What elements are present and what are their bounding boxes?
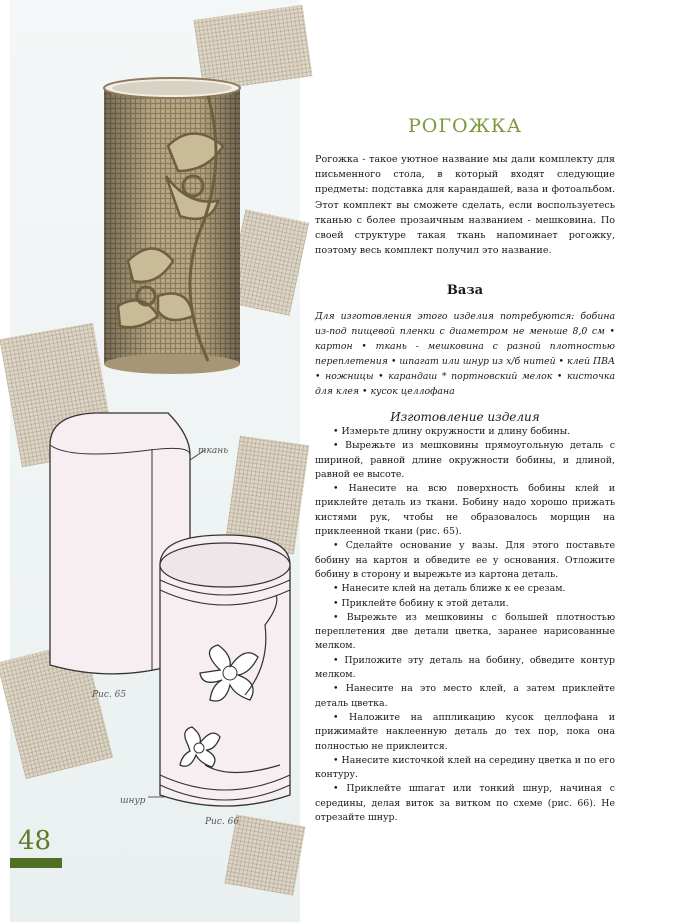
vase-photo [98, 76, 246, 376]
label-fabric: ткань [198, 446, 229, 456]
instruction-step: • Сделайте основание у вазы. Для этого поставьте бобину на картон и обведите ее у основания. Отложите бобину в сторону и вырежьте из картона деталь. [315, 540, 615, 580]
instruction-step: • Нанесите кисточкой клей на середину цветка и по его контуру. [315, 754, 615, 781]
figure-66-caption: Рис. 66 [205, 817, 240, 827]
section-heading-vase: Ваза [446, 283, 484, 298]
instruction-step: • Приклейте шпагат или тонкий шнур, начиная с середины, делая виток за витком по схеме (рис. 66). Не отрезайте шнур. [315, 783, 615, 824]
assembly-drawings [40, 405, 300, 845]
page-number: 48 [18, 826, 52, 856]
label-twine: шнур [120, 796, 146, 806]
instruction-step: • Нанесите на всю поверхность бобины клей и приклейте деталь из ткани. Бобину надо хорошо прижать кистями рук, чтобы не образовалось морщин на приклеенной ткани (рис. 65). [315, 483, 615, 538]
instruction-step: • Вырежьте из мешковины прямоугольную деталь с шириной, равной длине окружности бобины, и длиной, равной ее высоте. [315, 440, 615, 480]
instruction-step: • Приложите эту деталь на бобину, обведите контур мелком. [315, 654, 615, 681]
materials-list: Для изготовления этого изделия потребуются: бобина из-под пищевой пленки с диаметром не меньше 8,0 см • картон • ткань - мешковина с разной плотностью переплетения • шпагат или шнур из х/б нитей • клей ПВА • ножницы • карандаш * портновский мелок • кисточка для клея • кусок целлофана [315, 311, 615, 397]
instruction-step: • Нанесите на это место клей, а затем приклейте деталь цветка. [315, 683, 615, 709]
intro-paragraph: Рогожка - такое уютное название мы дали комплекту для письменного стола, в который входят следующие предметы: подставка для карандашей, ваза и фотоальбом. Этот комплект вы сможете сделать, если воспользуетесь тканью с более прозаичным названием - мешковина. По своей структуре такая ткань напоминает рогожку, поэтому весь комплект получил это название. [315, 154, 615, 257]
instruction-step: • Нанесите клей на деталь ближе к ее срезам. [333, 583, 566, 595]
instruction-step: • Наложите на аппликацию кусок целлофана и прижимайте наклеенную деталь до тех пор, пока она полностью не приклеится. [315, 711, 615, 752]
instruction-step: • Приклейте бобину к этой детали. [333, 597, 509, 609]
page-number-bar [10, 858, 62, 868]
instruction-step: • Вырежьте из мешковины с большей плотностью переплетения две детали цветка, заранее нарисованные мелком. [315, 611, 615, 652]
page-title: РОГОЖКА [408, 115, 522, 137]
instruction-step: • Измерьте длину окружности и длину бобины. [333, 426, 571, 437]
instruction-steps [315, 425, 615, 825]
section-heading-making: Изготовление изделия [390, 410, 540, 424]
figure-65-caption: Рис. 65 [92, 690, 127, 700]
